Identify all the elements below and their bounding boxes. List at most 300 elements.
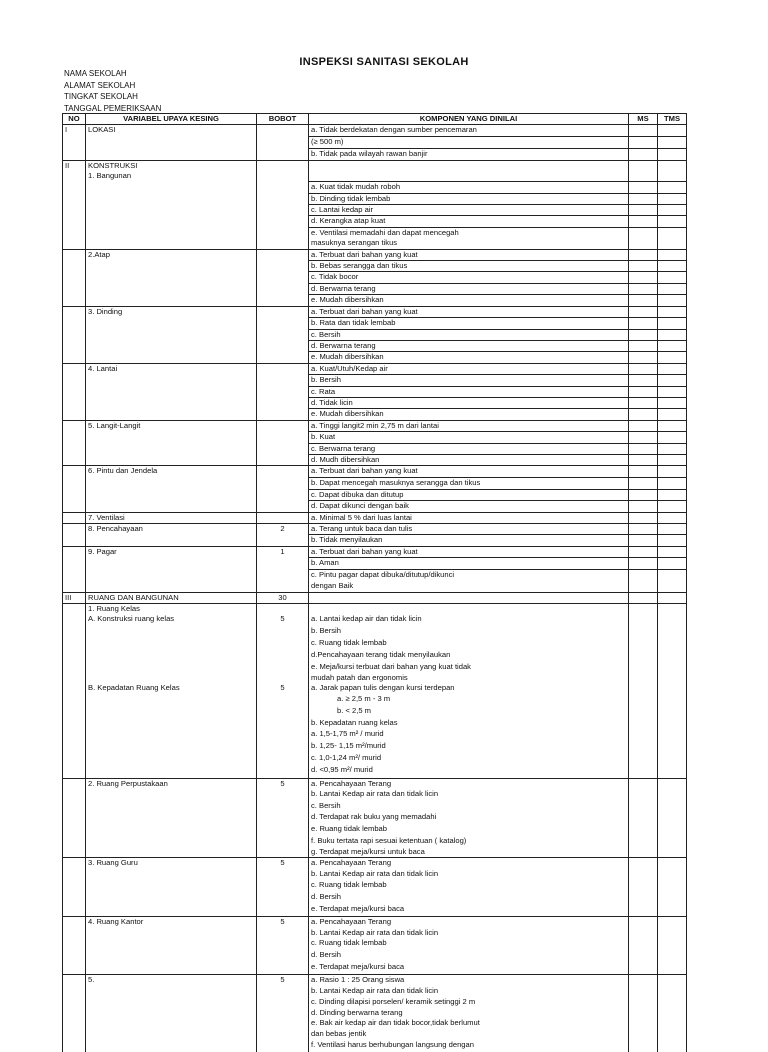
weight-cell: [257, 938, 309, 950]
variable-cell: [86, 261, 257, 272]
tms-checkbox-cell[interactable]: [658, 569, 687, 581]
tms-checkbox-cell[interactable]: [658, 432, 687, 443]
table-row: [63, 683, 687, 694]
ms-checkbox-cell[interactable]: [629, 193, 658, 204]
ms-checkbox-cell[interactable]: [629, 524, 658, 535]
ms-checkbox-cell[interactable]: [629, 409, 658, 420]
ms-checkbox-cell[interactable]: [629, 975, 658, 986]
school-info-fields: [64, 68, 161, 114]
weight-cell: [257, 409, 309, 420]
ms-checkbox-cell[interactable]: [629, 182, 658, 193]
ms-checkbox-cell[interactable]: [629, 706, 658, 718]
component-cell: b. Bebas serangga dan tikus: [309, 261, 629, 272]
table-row: [63, 1040, 687, 1052]
component-cell: e. Terdapat meja/kursi baca: [309, 962, 629, 975]
tms-checkbox-cell[interactable]: [658, 193, 687, 204]
weight-cell: [257, 329, 309, 340]
tms-checkbox-cell[interactable]: [658, 352, 687, 363]
tms-checkbox-cell[interactable]: [658, 706, 687, 718]
row-number: [63, 638, 86, 650]
variable-cell: [86, 706, 257, 718]
ms-checkbox-cell[interactable]: [629, 420, 658, 431]
ms-checkbox-cell[interactable]: [629, 512, 658, 523]
tms-checkbox-cell[interactable]: [658, 363, 687, 374]
variable-cell: [86, 673, 257, 683]
ms-checkbox-cell[interactable]: [629, 962, 658, 975]
ms-checkbox-cell[interactable]: [629, 858, 658, 869]
tms-checkbox-cell[interactable]: [658, 489, 687, 500]
variable-cell: KONSTRUKSI: [86, 160, 257, 171]
row-number: [63, 409, 86, 420]
ms-checkbox-cell[interactable]: [629, 626, 658, 638]
tms-checkbox-cell[interactable]: [658, 386, 687, 397]
ms-checkbox-cell[interactable]: [629, 765, 658, 778]
ms-checkbox-cell[interactable]: [629, 569, 658, 581]
row-number: [63, 706, 86, 718]
ms-checkbox-cell[interactable]: [629, 592, 658, 603]
component-cell: d. <0,95 m²/ murid: [309, 765, 629, 778]
ms-checkbox-cell[interactable]: [629, 466, 658, 477]
tms-checkbox-cell[interactable]: [658, 409, 687, 420]
tms-checkbox-cell[interactable]: [658, 375, 687, 386]
component-cell: c. Ruang tidak lembab: [309, 880, 629, 892]
weight-cell: [257, 569, 309, 581]
tms-checkbox-cell[interactable]: [658, 904, 687, 917]
component-cell: b. Aman: [309, 558, 629, 569]
ms-checkbox-cell[interactable]: [629, 950, 658, 962]
tms-checkbox-cell[interactable]: [658, 261, 687, 272]
component-cell: a. Rasio 1 : 25 Orang siswa: [309, 975, 629, 986]
component-cell: [309, 592, 629, 603]
tms-checkbox-cell[interactable]: [658, 397, 687, 408]
variable-cell: [86, 880, 257, 892]
ms-checkbox-cell[interactable]: [629, 295, 658, 306]
tms-checkbox-cell[interactable]: [658, 137, 687, 149]
variable-cell: [86, 477, 257, 489]
table-row: [63, 928, 687, 938]
ms-checkbox-cell[interactable]: [629, 160, 658, 171]
ms-checkbox-cell[interactable]: [629, 249, 658, 260]
weight-cell: [257, 892, 309, 904]
table-row: [63, 443, 687, 454]
tms-checkbox-cell[interactable]: [658, 592, 687, 603]
row-number: [63, 512, 86, 523]
table-row: [63, 847, 687, 858]
tms-checkbox-cell[interactable]: [658, 683, 687, 694]
ms-checkbox-cell[interactable]: [629, 238, 658, 249]
tms-checkbox-cell[interactable]: [658, 938, 687, 950]
component-cell: a. Minimal 5 % dari luas lantai: [309, 512, 629, 523]
tms-checkbox-cell[interactable]: [658, 801, 687, 812]
weight-cell: [257, 673, 309, 683]
weight-cell: [257, 789, 309, 801]
table-row: [63, 295, 687, 306]
tms-checkbox-cell[interactable]: [658, 1008, 687, 1018]
tms-checkbox-cell[interactable]: [658, 227, 687, 238]
component-cell: c. Berwarna terang: [309, 443, 629, 454]
variable-cell: [86, 409, 257, 420]
tms-checkbox-cell[interactable]: [658, 718, 687, 729]
variable-cell: [86, 869, 257, 880]
ms-checkbox-cell[interactable]: [629, 363, 658, 374]
weight-cell: [257, 662, 309, 672]
ms-checkbox-cell[interactable]: [629, 683, 658, 694]
ms-checkbox-cell[interactable]: [629, 386, 658, 397]
table-row: [63, 753, 687, 765]
tms-checkbox-cell[interactable]: [658, 997, 687, 1008]
component-cell: [309, 604, 629, 615]
weight-cell: [257, 950, 309, 962]
row-number: [63, 489, 86, 500]
ms-checkbox-cell[interactable]: [629, 694, 658, 706]
variable-cell: [86, 638, 257, 650]
table-row: [63, 592, 687, 603]
ms-checkbox-cell[interactable]: [629, 454, 658, 465]
tms-checkbox-cell[interactable]: [658, 160, 687, 171]
ms-checkbox-cell[interactable]: [629, 789, 658, 801]
component-cell: b. Kuat: [309, 432, 629, 443]
tms-checkbox-cell[interactable]: [658, 880, 687, 892]
row-number: [63, 626, 86, 638]
ms-checkbox-cell[interactable]: [629, 318, 658, 329]
table-row: [63, 352, 687, 363]
tms-checkbox-cell[interactable]: [658, 650, 687, 662]
table-row: [63, 193, 687, 204]
table-row: [63, 318, 687, 329]
ms-checkbox-cell[interactable]: [629, 477, 658, 489]
header-variable: VARIABEL UPAYA KESING: [86, 114, 257, 125]
variable-cell: [86, 137, 257, 149]
ms-checkbox-cell[interactable]: [629, 546, 658, 557]
ms-checkbox-cell[interactable]: [629, 204, 658, 215]
tms-checkbox-cell[interactable]: [658, 975, 687, 986]
tms-checkbox-cell[interactable]: [658, 306, 687, 317]
tms-checkbox-cell[interactable]: [658, 928, 687, 938]
ms-checkbox-cell[interactable]: [629, 812, 658, 824]
variable-cell: B. Kepadatan Ruang Kelas: [86, 683, 257, 694]
tms-checkbox-cell[interactable]: [658, 420, 687, 431]
tms-checkbox-cell[interactable]: [658, 283, 687, 294]
tms-checkbox-cell[interactable]: [658, 765, 687, 778]
row-number: [63, 272, 86, 283]
ms-checkbox-cell[interactable]: [629, 741, 658, 753]
component-cell: a. Terbuat dari bahan yang kuat: [309, 249, 629, 260]
tms-checkbox-cell[interactable]: [658, 1018, 687, 1028]
tms-checkbox-cell[interactable]: [658, 581, 687, 592]
ms-checkbox-cell[interactable]: [629, 283, 658, 294]
variable-cell: [86, 238, 257, 249]
tms-checkbox-cell[interactable]: [658, 512, 687, 523]
tms-checkbox-cell[interactable]: [658, 443, 687, 454]
row-number: [63, 880, 86, 892]
ms-checkbox-cell[interactable]: [629, 729, 658, 741]
component-cell: e. Terdapat meja/kursi baca: [309, 904, 629, 917]
row-number: [63, 847, 86, 858]
tms-checkbox-cell[interactable]: [658, 182, 687, 193]
component-cell: c. Pintu pagar dapat dibuka/ditutup/dikunci: [309, 569, 629, 581]
tms-checkbox-cell[interactable]: [658, 558, 687, 569]
ms-checkbox-cell[interactable]: [629, 216, 658, 227]
tms-checkbox-cell[interactable]: [658, 477, 687, 489]
component-cell: b. Kepadatan ruang kelas: [309, 718, 629, 729]
tms-checkbox-cell[interactable]: [658, 501, 687, 512]
ms-checkbox-cell[interactable]: [629, 227, 658, 238]
ms-checkbox-cell[interactable]: [629, 997, 658, 1008]
table-row: [63, 673, 687, 683]
table-row: [63, 432, 687, 443]
row-number: [63, 789, 86, 801]
ms-checkbox-cell[interactable]: [629, 1008, 658, 1018]
ms-checkbox-cell[interactable]: [629, 125, 658, 137]
document-title: INSPEKSI SANITASI SEKOLAH: [299, 56, 469, 68]
component-cell: e. Mudah dibersihkan: [309, 352, 629, 363]
row-number: [63, 1040, 86, 1052]
table-row: [63, 801, 687, 812]
ms-checkbox-cell[interactable]: [629, 489, 658, 500]
ms-checkbox-cell[interactable]: [629, 375, 658, 386]
ms-checkbox-cell[interactable]: [629, 650, 658, 662]
weight-cell: [257, 1008, 309, 1018]
tms-checkbox-cell[interactable]: [658, 824, 687, 836]
row-number: [63, 569, 86, 581]
row-number: [63, 824, 86, 836]
component-cell: b. Tidak pada wilayah rawan banjir: [309, 149, 629, 160]
weight-cell: [257, 363, 309, 374]
ms-checkbox-cell[interactable]: [629, 892, 658, 904]
variable-cell: 2. Ruang Perpustakaan: [86, 778, 257, 789]
variable-cell: 5.: [86, 975, 257, 986]
tms-checkbox-cell[interactable]: [658, 295, 687, 306]
tms-checkbox-cell[interactable]: [658, 869, 687, 880]
tms-checkbox-cell[interactable]: [658, 836, 687, 846]
row-number: [63, 614, 86, 626]
ms-checkbox-cell[interactable]: [629, 638, 658, 650]
tms-checkbox-cell[interactable]: [658, 614, 687, 626]
ms-checkbox-cell[interactable]: [629, 149, 658, 160]
ms-checkbox-cell[interactable]: [629, 614, 658, 626]
tms-checkbox-cell[interactable]: [658, 673, 687, 683]
tms-checkbox-cell[interactable]: [658, 604, 687, 615]
ms-checkbox-cell[interactable]: [629, 801, 658, 812]
variable-cell: 4. Ruang Kantor: [86, 917, 257, 928]
tms-checkbox-cell[interactable]: [658, 125, 687, 137]
table-row: [63, 765, 687, 778]
ms-checkbox-cell[interactable]: [629, 581, 658, 592]
component-cell: mudah patah dan ergonomis: [309, 673, 629, 683]
tms-checkbox-cell[interactable]: [658, 249, 687, 260]
variable-cell: [86, 204, 257, 215]
ms-checkbox-cell[interactable]: [629, 329, 658, 340]
ms-checkbox-cell[interactable]: [629, 880, 658, 892]
row-number: [63, 535, 86, 546]
ms-checkbox-cell[interactable]: [629, 753, 658, 765]
table-row: [63, 975, 687, 986]
component-cell: [309, 171, 629, 181]
ms-checkbox-cell[interactable]: [629, 535, 658, 546]
ms-checkbox-cell[interactable]: [629, 171, 658, 181]
row-number: [63, 836, 86, 846]
tms-checkbox-cell[interactable]: [658, 662, 687, 672]
table-row: [63, 558, 687, 569]
weight-cell: [257, 283, 309, 294]
ms-checkbox-cell[interactable]: [629, 137, 658, 149]
weight-cell: [257, 295, 309, 306]
ms-checkbox-cell[interactable]: [629, 917, 658, 928]
table-row: [63, 812, 687, 824]
tms-checkbox-cell[interactable]: [658, 638, 687, 650]
table-body: [63, 125, 687, 1052]
tms-checkbox-cell[interactable]: [658, 962, 687, 975]
table-row: [63, 962, 687, 975]
ms-checkbox-cell[interactable]: [629, 501, 658, 512]
variable-cell: [86, 569, 257, 581]
tms-checkbox-cell[interactable]: [658, 847, 687, 858]
ms-checkbox-cell[interactable]: [629, 397, 658, 408]
ms-checkbox-cell[interactable]: [629, 443, 658, 454]
tms-checkbox-cell[interactable]: [658, 950, 687, 962]
tms-checkbox-cell[interactable]: [658, 789, 687, 801]
component-cell: b. Dinding tidak lembab: [309, 193, 629, 204]
table-row: [63, 638, 687, 650]
tms-checkbox-cell[interactable]: [658, 318, 687, 329]
row-number: [63, 1008, 86, 1018]
tms-checkbox-cell[interactable]: [658, 216, 687, 227]
variable-cell: [86, 765, 257, 778]
row-number: [63, 524, 86, 535]
weight-cell: [257, 443, 309, 454]
tms-checkbox-cell[interactable]: [658, 858, 687, 869]
tms-checkbox-cell[interactable]: [658, 778, 687, 789]
tms-checkbox-cell[interactable]: [658, 535, 687, 546]
tms-checkbox-cell[interactable]: [658, 986, 687, 997]
ms-checkbox-cell[interactable]: [629, 928, 658, 938]
tms-checkbox-cell[interactable]: [658, 917, 687, 928]
ms-checkbox-cell[interactable]: [629, 824, 658, 836]
component-cell: d. Berwarna terang: [309, 283, 629, 294]
ms-checkbox-cell[interactable]: [629, 904, 658, 917]
ms-checkbox-cell[interactable]: [629, 558, 658, 569]
variable-cell: A. Konstruksi ruang kelas: [86, 614, 257, 626]
table-row: [63, 283, 687, 294]
tms-checkbox-cell[interactable]: [658, 694, 687, 706]
ms-checkbox-cell[interactable]: [629, 352, 658, 363]
row-number: [63, 454, 86, 465]
component-cell: a. Terbuat dari bahan yang kuat: [309, 466, 629, 477]
row-number: [63, 238, 86, 249]
weight-cell: [257, 869, 309, 880]
component-cell: f. Buku tertata rapi sesuai ketentuan ( katalog): [309, 836, 629, 846]
ms-checkbox-cell[interactable]: [629, 938, 658, 950]
tms-checkbox-cell[interactable]: [658, 466, 687, 477]
component-cell: d. Dinding berwarna terang: [309, 1008, 629, 1018]
row-number: [63, 216, 86, 227]
tms-checkbox-cell[interactable]: [658, 329, 687, 340]
weight-cell: [257, 227, 309, 238]
tms-checkbox-cell[interactable]: [658, 238, 687, 249]
row-number: [63, 604, 86, 615]
table-row: [63, 340, 687, 351]
ms-checkbox-cell[interactable]: [629, 986, 658, 997]
weight-cell: [257, 216, 309, 227]
component-cell: c. Dapat dibuka dan ditutup: [309, 489, 629, 500]
header-bobot: BOBOT: [257, 114, 309, 125]
ms-checkbox-cell[interactable]: [629, 836, 658, 846]
ms-checkbox-cell[interactable]: [629, 1018, 658, 1028]
table-row: [63, 272, 687, 283]
tms-checkbox-cell[interactable]: [658, 546, 687, 557]
ms-checkbox-cell[interactable]: [629, 1040, 658, 1052]
row-number: II: [63, 160, 86, 171]
variable-cell: [86, 397, 257, 408]
ms-checkbox-cell[interactable]: [629, 869, 658, 880]
ms-checkbox-cell[interactable]: [629, 1029, 658, 1040]
variable-cell: [86, 501, 257, 512]
tms-checkbox-cell[interactable]: [658, 524, 687, 535]
tms-checkbox-cell[interactable]: [658, 729, 687, 741]
variable-cell: [86, 432, 257, 443]
ms-checkbox-cell[interactable]: [629, 604, 658, 615]
tms-checkbox-cell[interactable]: [658, 454, 687, 465]
ms-checkbox-cell[interactable]: [629, 778, 658, 789]
tms-checkbox-cell[interactable]: [658, 812, 687, 824]
ms-checkbox-cell[interactable]: [629, 662, 658, 672]
ms-checkbox-cell[interactable]: [629, 847, 658, 858]
component-cell: c. 1,0-1,24 m²/ murid: [309, 753, 629, 765]
variable-cell: [86, 892, 257, 904]
ms-checkbox-cell[interactable]: [629, 272, 658, 283]
table-row: [63, 1018, 687, 1028]
weight-cell: [257, 962, 309, 975]
ms-checkbox-cell[interactable]: [629, 306, 658, 317]
component-cell: f. Ventilasi harus berhubungan langsung dengan: [309, 1040, 629, 1052]
variable-cell: [86, 997, 257, 1008]
tms-checkbox-cell[interactable]: [658, 753, 687, 765]
table-header-row: [63, 114, 687, 125]
row-number: [63, 306, 86, 317]
tms-checkbox-cell[interactable]: [658, 204, 687, 215]
tms-checkbox-cell[interactable]: [658, 340, 687, 351]
row-number: [63, 171, 86, 181]
ms-checkbox-cell[interactable]: [629, 718, 658, 729]
component-cell: d.Pencahayaan terang tidak menyilaukan: [309, 650, 629, 662]
table-row: [63, 477, 687, 489]
tms-checkbox-cell[interactable]: [658, 272, 687, 283]
ms-checkbox-cell[interactable]: [629, 261, 658, 272]
row-number: [63, 340, 86, 351]
tms-checkbox-cell[interactable]: [658, 171, 687, 181]
weight-cell: [257, 420, 309, 431]
table-row: [63, 938, 687, 950]
table-row: [63, 997, 687, 1008]
tms-checkbox-cell[interactable]: [658, 626, 687, 638]
tms-checkbox-cell[interactable]: [658, 741, 687, 753]
ms-checkbox-cell[interactable]: [629, 673, 658, 683]
table-row: [63, 238, 687, 249]
tms-checkbox-cell[interactable]: [658, 1040, 687, 1052]
weight-cell: [257, 638, 309, 650]
row-number: [63, 950, 86, 962]
component-cell: c. Ruang tidak lembab: [309, 938, 629, 950]
ms-checkbox-cell[interactable]: [629, 432, 658, 443]
row-number: [63, 375, 86, 386]
tms-checkbox-cell[interactable]: [658, 892, 687, 904]
variable-cell: [86, 1008, 257, 1018]
tms-checkbox-cell[interactable]: [658, 149, 687, 160]
weight-cell: [257, 694, 309, 706]
tms-checkbox-cell[interactable]: [658, 1029, 687, 1040]
ms-checkbox-cell[interactable]: [629, 340, 658, 351]
table-row: [63, 386, 687, 397]
